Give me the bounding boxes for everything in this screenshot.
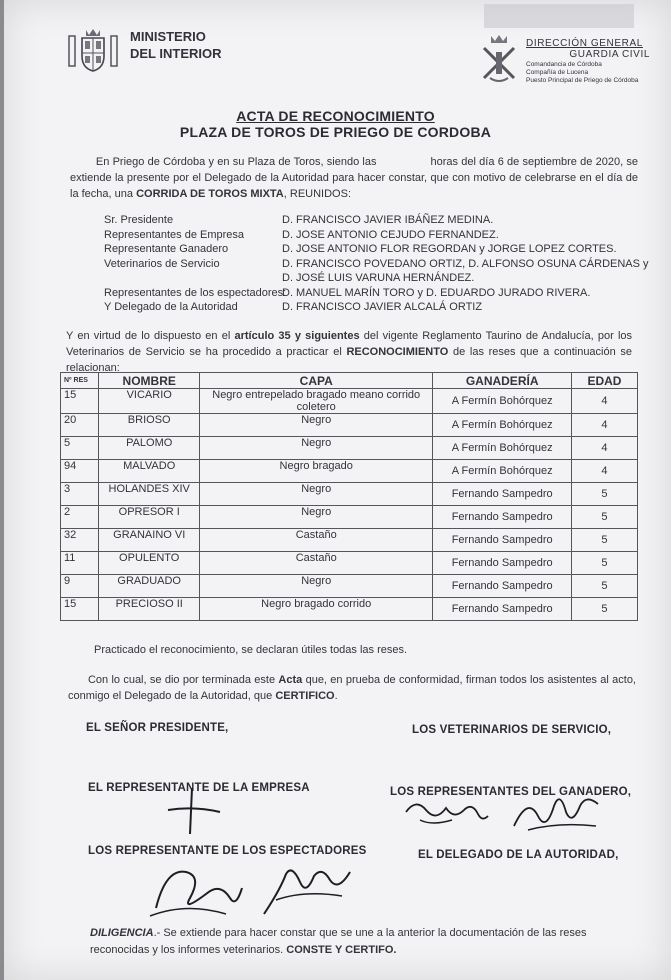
event-type: CORRIDA DE TOROS MIXTA [136,188,284,200]
cattle-table [60,372,638,621]
cell-nres: 11 [61,552,99,575]
cell-ganaderia: Fernando Sampedro [433,506,572,529]
cell-nombre: HOLANDES XIV [99,483,200,506]
guardia-civil-emblem-icon [478,34,520,84]
cell-capa: Negro entrepelado bragado meano corrido coletero [200,389,433,414]
cell-edad: 4 [571,414,637,437]
gc-puesto: Puesto Principal de Priego de Córdoba [526,77,639,84]
conste-certifo: CONSTE Y CERTIFO. [286,944,397,956]
diligencia-label: DILIGENCIA [90,927,154,939]
cell-ganaderia: Fernando Sampedro [433,529,572,552]
cell-capa: Negro [200,414,433,437]
header-edad: EDAD [571,373,637,389]
cell-nres: 32 [61,529,99,552]
intro-text-3: , REUNIDOS: [283,188,351,200]
closing-paragraph [68,672,636,704]
cell-capa: Negro bragado [200,460,433,483]
cell-capa: Negro bragado corrido [200,598,433,621]
cell-ganaderia: A Fermín Bohórquez [433,437,572,460]
ganadero-signature-mark-2 [508,786,608,836]
attendee-role: Sr. Presidente [104,214,174,226]
reconocimiento-word: RECONOCIMIENTO [346,346,449,358]
cell-edad: 5 [571,529,637,552]
cell-nres: 15 [61,598,99,621]
table-row [61,437,638,460]
cell-capa: Negro [200,437,433,460]
attendee-role: Representante Ganadero [104,243,229,255]
acta-word: Acta [278,674,303,686]
gc-direccion: DIRECCIÓN GENERAL [526,38,643,49]
table-row [61,529,638,552]
article-text-1: Y en virtud de lo dispuesto en el [66,330,231,342]
closing-text-2: que, en prueba de conformidad, firman todos los asistentes al acto, conmigo el Delegado de la Autoridad, que [68,674,636,702]
redacted-smudge [484,4,634,28]
cell-ganaderia: A Fermín Bohórquez [433,389,572,414]
cell-edad: 5 [571,483,637,506]
signature-ganadero: LOS REPRESENTANTES DEL GANADERO, [390,786,632,798]
article-text-3: de las reses que a continuación se relacionan: [66,346,633,374]
attendee-name: D. JOSE ANTONIO CEJUDO FERNANDEZ. [282,228,499,241]
signature-empresa: EL REPRESENTANTE DE LA EMPRESA [88,782,310,794]
cell-capa: Negro [200,575,433,598]
cell-ganaderia: A Fermín Bohórquez [433,414,572,437]
certifico-word: CERTIFICO [275,690,335,702]
attendee-role: Veterinarios de Servicio [104,257,220,270]
gc-guardia-civil: GUARDIA CIVIL [569,49,650,60]
cell-nombre: PALOMO [99,437,200,460]
practicado-text: Practicado el reconocimiento, se declaran útiles todas las reses. [94,644,408,656]
attendee-name: D. JOSÉ LUIS VARUNA HERNÁNDEZ. [282,272,475,284]
cell-nres: 5 [61,437,99,460]
cell-nres: 20 [61,414,99,437]
attendee-row [104,228,649,243]
attendee-row [104,300,649,315]
ministry-name [130,28,222,62]
table-row [61,460,638,483]
diligencia-paragraph [90,925,646,959]
cell-nombre: PRECIOSO II [99,598,200,621]
article-ref: artículo 35 y siguientes [234,330,360,342]
cell-capa: Castaño [200,529,433,552]
ganadero-signature-mark-1 [402,792,492,832]
cell-edad: 4 [571,437,637,460]
intro-text-1: En Priego de Córdoba y en su Plaza de Toros, siendo las [95,156,377,168]
table-row [61,506,638,529]
cell-edad: 5 [571,552,637,575]
cell-ganaderia: Fernando Sampedro [433,552,572,575]
attendee-row [104,257,649,272]
attendee-row [104,242,649,257]
ministry-line2: DEL INTERIOR [130,46,222,61]
document-title: ACTA DE RECONOCIMIENTO [236,108,435,124]
cell-capa: Negro [200,483,433,506]
table-row [61,598,638,621]
espectadores-signature-mark-2 [256,860,356,920]
cell-edad: 4 [571,460,637,483]
cell-capa: Negro [200,506,433,529]
intro-paragraph [70,154,638,202]
cell-nombre: GRADUADO [99,575,200,598]
cell-ganaderia: Fernando Sampedro [433,575,572,598]
cell-nombre: OPRESOR I [99,506,200,529]
spain-coat-of-arms-icon [66,26,120,74]
attendee-role: Y Delegado de la Autoridad [104,301,238,313]
header-capa: CAPA [200,373,433,389]
cell-nres: 94 [61,460,99,483]
attendee-role [104,271,282,286]
attendee-name: D. JOSE ANTONIO FLOR REGORDAN y JORGE LOPEZ CORTES. [282,243,617,255]
signature-presidente: EL SEÑOR PRESIDENTE, [86,722,229,734]
attendee-name: D. FRANCISCO JAVIER ALCALÁ ORTIZ [282,301,483,313]
attendee-name: D. MANUEL MARÍN TORO y D. EDUARDO JURADO RIVERA. [282,286,591,299]
signature-veterinarios: LOS VETERINARIOS DE SERVICIO, [412,724,612,736]
header-nombre: NOMBRE [99,373,200,389]
closing-text-1: Con lo cual, se dio por terminada este [87,674,276,686]
table-row [61,483,638,506]
gc-comandancia: Comandancia de Córdoba [526,61,602,68]
intro-text-2: horas del día 6 de septiembre de 2020, se extiende la presente por el Delegado de la Autoridad para hacer constar, que con motivo de celebrarse en el día de la fecha, una [70,156,639,200]
document-subtitle: PLAZA DE TOROS DE PRIEGO DE CORDOBA [179,124,492,140]
espectadores-signature-mark-1 [146,858,246,918]
table-row [61,575,638,598]
cell-nombre: GRANAINO VI [99,529,200,552]
signature-delegado: EL DELEGADO DE LA AUTORIDAD, [418,849,619,861]
attendee-role: Representantes de Empresa [104,228,245,241]
attendee-name: D. FRANCISCO JAVIER IBÁÑEZ MEDINA. [282,214,494,226]
cell-capa: Castaño [200,552,433,575]
guardia-civil-header [526,38,650,85]
cell-edad: 5 [571,575,637,598]
cell-ganaderia: Fernando Sampedro [433,483,572,506]
cell-nres: 2 [61,506,99,529]
attendee-row [104,271,649,286]
cell-ganaderia: A Fermín Bohórquez [433,460,572,483]
table-row [61,552,638,575]
closing-text-3: . [334,690,338,702]
attendee-role: Representantes de los espectadores: [104,286,287,299]
attendees-list [104,213,649,315]
article-text-2: del vigente Reglamento Taurino de Andalucía, por los Veterinarios de Servicio se ha procedido a practicar el [66,330,633,358]
gc-compania: Compañía de Lucena [526,69,589,76]
cell-nres: 15 [61,389,99,414]
cell-nombre: OPULENTO [99,552,200,575]
table-header-row [61,373,638,389]
signature-espectadores: LOS REPRESENTANTE DE LOS ESPECTADORES [88,845,367,857]
cell-nombre: BRIOSO [99,414,200,437]
empresa-signature-mark [164,784,224,840]
header-nres: Nº RES [61,373,99,389]
cell-nres: 3 [61,483,99,506]
cell-nombre: MALVADO [99,460,200,483]
cell-nres: 9 [61,575,99,598]
diligencia-text: .- Se extiende para hacer constar que se une a la anterior la documentación de las reses reconocidas y los informes veterinarios. [90,927,587,956]
header-ganaderia: GANADERÍA [433,373,572,389]
cell-nombre: VICARIO [99,389,200,414]
table-row [61,414,638,437]
table-row [61,389,638,414]
cell-ganaderia: Fernando Sampedro [433,598,572,621]
cell-edad: 4 [571,389,637,414]
article-paragraph [66,328,632,376]
attendee-name: D. FRANCISCO POVEDANO ORTIZ, D. ALFONSO OSUNA CÁRDENAS y [282,257,649,270]
ministry-line1: MINISTERIO [130,29,206,44]
attendee-row [104,286,649,301]
cell-edad: 5 [571,506,637,529]
cell-edad: 5 [571,598,637,621]
attendee-row [104,213,649,228]
